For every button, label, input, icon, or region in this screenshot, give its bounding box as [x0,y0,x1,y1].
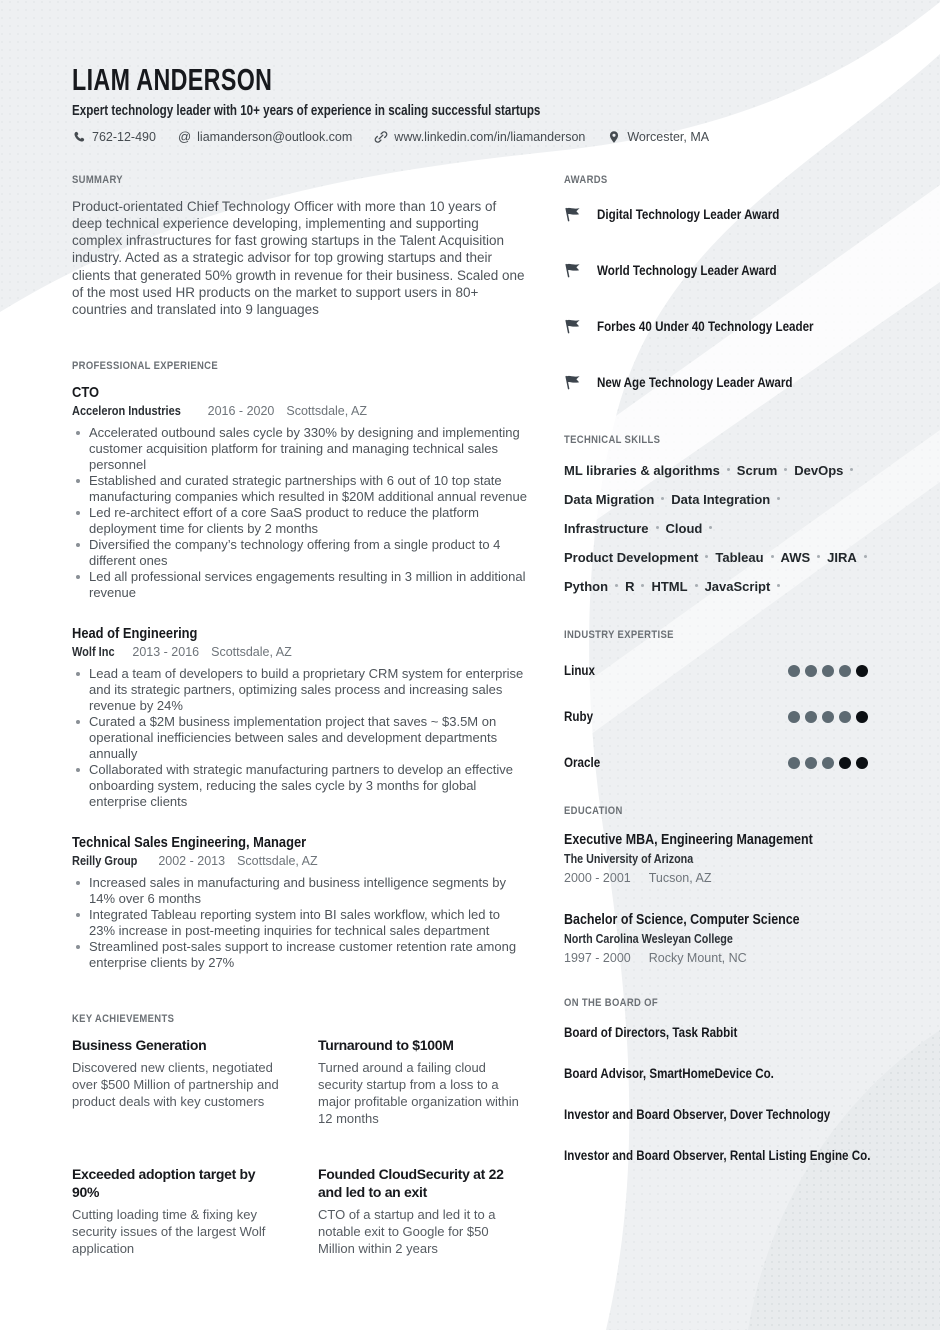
job-entry [72,625,528,810]
job-entry [72,384,528,601]
education-degree: Bachelor of Science, Computer Science [564,912,800,928]
job-company: Wolf Inc [72,644,115,659]
skill-tag: Scrum [736,463,778,478]
website-url: www.linkedin.com/in/liamanderson [394,129,586,144]
location-item [607,130,709,144]
board-list [564,1025,908,1163]
dot-separator [705,555,708,558]
achievement-card [72,1037,282,1128]
education-location: Tucson, AZ [648,871,712,885]
education-location: Rocky Mount, NC [648,951,747,965]
summary-label: SUMMARY [72,174,123,186]
expertise-dot [788,757,800,769]
person-name: LIAM ANDERSON [72,62,273,97]
skill-line [564,549,908,566]
expertise-rating [788,711,868,723]
skills-label: TECHNICAL SKILLS [564,434,661,446]
job-bullet: Led re-architect effort of a core SaaS product to reduce the platform deployment time for clients by 2 months [72,505,528,537]
achievements-section [72,1009,528,1258]
skill-tag: HTML [651,579,688,594]
achievement-card [72,1166,282,1258]
dot-separator [656,526,659,529]
flag-icon [564,318,581,335]
dot-separator [661,497,664,500]
email-link[interactable] [178,129,352,144]
achievement-card [318,1037,528,1128]
dot-separator [777,584,780,587]
job-location: Scottsdale, AZ [211,644,292,659]
achievement-text: CTO of a startup and led it to a notable exit to Google for $50 Million within 2 years [318,1207,496,1256]
board-item [564,1107,908,1122]
award-name: New Age Technology Leader Award [597,375,793,390]
education-section [564,801,908,965]
expertise-dot [805,757,817,769]
experience-section [72,356,528,971]
board-section [564,993,908,1163]
award-name: Forbes 40 Under 40 Technology Leader [597,319,814,334]
location-pin-icon [607,130,621,144]
award-item [564,262,908,279]
board-item-text: Investor and Board Observer, Rental Listing Engine Co. [564,1148,871,1163]
expertise-dot [822,711,834,723]
expertise-row [564,709,908,724]
skill-line [564,491,908,508]
skill-tag: Tableau [715,550,764,565]
skill-line [564,578,908,595]
expertise-dot [805,711,817,723]
website-link[interactable] [374,130,585,144]
education-dates: 1997 - 2000 [564,951,631,965]
job-dates: 2013 - 2016 [132,644,200,659]
job-title: CTO [72,383,100,401]
award-item [564,206,908,223]
education-meta [564,951,908,965]
dot-separator [727,468,730,471]
award-item [564,374,908,391]
dot-separator [709,526,712,529]
job-bullet: Lead a team of developers to build a proprietary CRM system for enterprise and its strategic partners, optimizing sales process and increasing sales revenue by 24% [72,666,528,714]
skill-tag: Infrastructure [564,521,649,536]
award-name: Digital Technology Leader Award [597,207,780,222]
achievement-text: Cutting loading time & fixing key security issues of the largest Wolf application [72,1207,266,1256]
dot-separator [771,555,774,558]
expertise-dot [805,665,817,677]
job-bullet: Increased sales in manufacturing and business intelligence segments by 14% over 6 months [72,875,528,907]
award-item [564,318,908,335]
expertise-dot [839,711,851,723]
awards-label: AWARDS [564,174,608,186]
right-column [564,170,908,1296]
achievement-text: Turned around a failing cloud security startup from a loss to a major profitable organization within 12 months [318,1060,519,1127]
skill-tag: Data Integration [671,492,771,507]
expertise-dot [839,665,851,677]
phone-icon [72,130,86,144]
achievement-title: Business Generation [72,1036,207,1053]
board-item-text: Investor and Board Observer, Dover Technology [564,1107,831,1122]
flag-icon [564,374,581,391]
achievement-card [318,1166,528,1258]
job-bullet: Led all professional services engagements resulting in 3 million in additional revenue [72,569,528,601]
education-entry [564,831,908,885]
expertise-rating [788,757,868,769]
link-icon [374,130,388,144]
expertise-dot [788,665,800,677]
at-icon: @ [177,129,192,144]
job-dates: 2016 - 2020 [207,403,275,418]
resume-header [72,62,908,144]
education-list [564,831,908,965]
skill-tag: AWS [780,550,811,565]
job-bullets [72,875,528,971]
skill-tag: DevOps [794,463,844,478]
dot-separator [777,497,780,500]
education-label: EDUCATION [564,805,623,817]
expertise-name: Linux [564,663,595,678]
achievement-title: Turnaround to $100M [318,1036,454,1053]
expertise-row [564,663,908,678]
job-dates: 2002 - 2013 [158,853,226,868]
education-degree: Executive MBA, Engineering Management [564,832,813,848]
skill-tag: Product Development [564,550,699,565]
job-bullet: Established and curated strategic partnerships with 6 out of 10 top state manufacturing companies which resulted in $20M additional annual revenue [72,473,528,505]
award-name: World Technology Leader Award [597,263,777,278]
job-location: Scottsdale, AZ [237,853,318,868]
expertise-dot [856,711,868,723]
job-entry [72,834,528,971]
job-bullet: Integrated Tableau reporting system into BI sales workflow, which led to 23% increase in post-meeting inquiries for technical sales department [72,907,528,939]
expertise-name: Oracle [564,755,601,770]
skill-tag: ML libraries & algorithms [564,463,720,478]
phone-number: 762-12-490 [92,129,156,144]
skill-tag: R [625,579,635,594]
job-company: Reilly Group [72,853,138,868]
expertise-dot [856,757,868,769]
skill-tag: Python [564,579,609,594]
achievement-title: Exceeded adoption target by 90% [72,1166,256,1200]
skill-tag: Data Migration [564,492,655,507]
board-item [564,1025,908,1040]
expertise-row [564,755,908,770]
achievement-text: Discovered new clients, negotiated over $500 Million of partnership and product deals with key customers [72,1060,279,1110]
job-bullet: Streamlined post-sales support to increase customer retention rate among enterprise clients by 27% [72,939,528,971]
education-meta [564,871,908,885]
job-bullet: Diversified the company’s technology offering from a single product to 4 different ones [72,537,528,569]
skills-lines [564,462,908,595]
flag-icon [564,206,581,223]
board-item [564,1148,908,1163]
job-company: Acceleron Industries [72,403,181,418]
headline: Expert technology leader with 10+ years of experience in scaling successful startups [72,103,541,119]
email-address: liamanderson@outlook.com [197,129,353,144]
achievements-label: KEY ACHIEVEMENTS [72,1012,175,1025]
job-meta [72,645,528,659]
expertise-label: INDUSTRY EXPERTISE [564,629,674,641]
dot-separator [641,584,644,587]
contact-row [72,129,908,144]
education-school: North Carolina Wesleyan College [564,932,733,946]
job-meta [72,854,528,868]
left-column [72,170,528,1296]
job-title: Technical Sales Engineering, Manager [72,833,307,851]
expertise-name: Ruby [564,709,594,724]
dot-separator [864,555,867,558]
dot-separator [695,584,698,587]
expertise-list [564,663,908,770]
expertise-dot [839,757,851,769]
expertise-dot [856,665,868,677]
job-title: Head of Engineering [72,624,198,642]
expertise-section [564,625,908,770]
summary-text: Product-orientated Chief Technology Officer with more than 10 years of deep technical experience developing, implementing and supporting complex infrastructures for fast growing startups in the Talent Acquisition industry. Acted as a strategic advisor for top growing startups and their clients that generated 50% growth in revenue for their business. Scaled one of the most used HR products on the market to support users in 80+ countries and translated into 9 languages [72,199,525,317]
job-bullet: Accelerated outbound sales cycle by 330% by designing and implementing customer acquisition platform for training and managing technical sales personnel [72,425,528,473]
expertise-dot [822,757,834,769]
dot-separator [784,468,787,471]
job-list [72,384,528,971]
education-entry [564,911,908,965]
skill-line [564,520,908,537]
job-bullets [72,425,528,601]
job-bullet: Collaborated with strategic manufacturing partners to develop an effective onboarding system, reducing the sales cycle by 3 months for global enterprise clients [72,762,528,810]
dot-separator [850,468,853,471]
summary-section [72,170,528,318]
job-location: Scottsdale, AZ [286,403,367,418]
location-text: Worcester, MA [627,129,710,144]
skill-tag: JavaScript [704,579,771,594]
board-item-text: Board Advisor, SmartHomeDevice Co. [564,1066,774,1081]
expertise-dot [822,665,834,677]
experience-label: PROFESSIONAL EXPERIENCE [72,359,218,372]
dot-separator [817,555,820,558]
education-dates: 2000 - 2001 [564,871,631,885]
skill-tag: Cloud [665,521,703,536]
job-bullets [72,666,528,810]
achievements-grid [72,1037,528,1258]
education-school: The University of Arizona [564,852,694,866]
board-item-text: Board of Directors, Task Rabbit [564,1025,738,1040]
skill-line [564,462,908,479]
dot-separator [615,584,618,587]
skills-section [564,430,908,595]
flag-icon [564,262,581,279]
phone-link[interactable] [72,130,156,144]
board-label: ON THE BOARD OF [564,997,658,1009]
skill-tag: JIRA [827,550,857,565]
awards-section [564,170,908,391]
achievement-title: Founded CloudSecurity at 22 and led to an exit [318,1166,504,1200]
board-item [564,1066,908,1081]
job-meta [72,404,528,418]
job-bullet: Curated a $2M business implementation project that saves ~ $3.5M on operational inefficiencies between sales and development departments annually [72,714,528,762]
expertise-dot [788,711,800,723]
awards-list [564,206,908,391]
expertise-rating [788,665,868,677]
